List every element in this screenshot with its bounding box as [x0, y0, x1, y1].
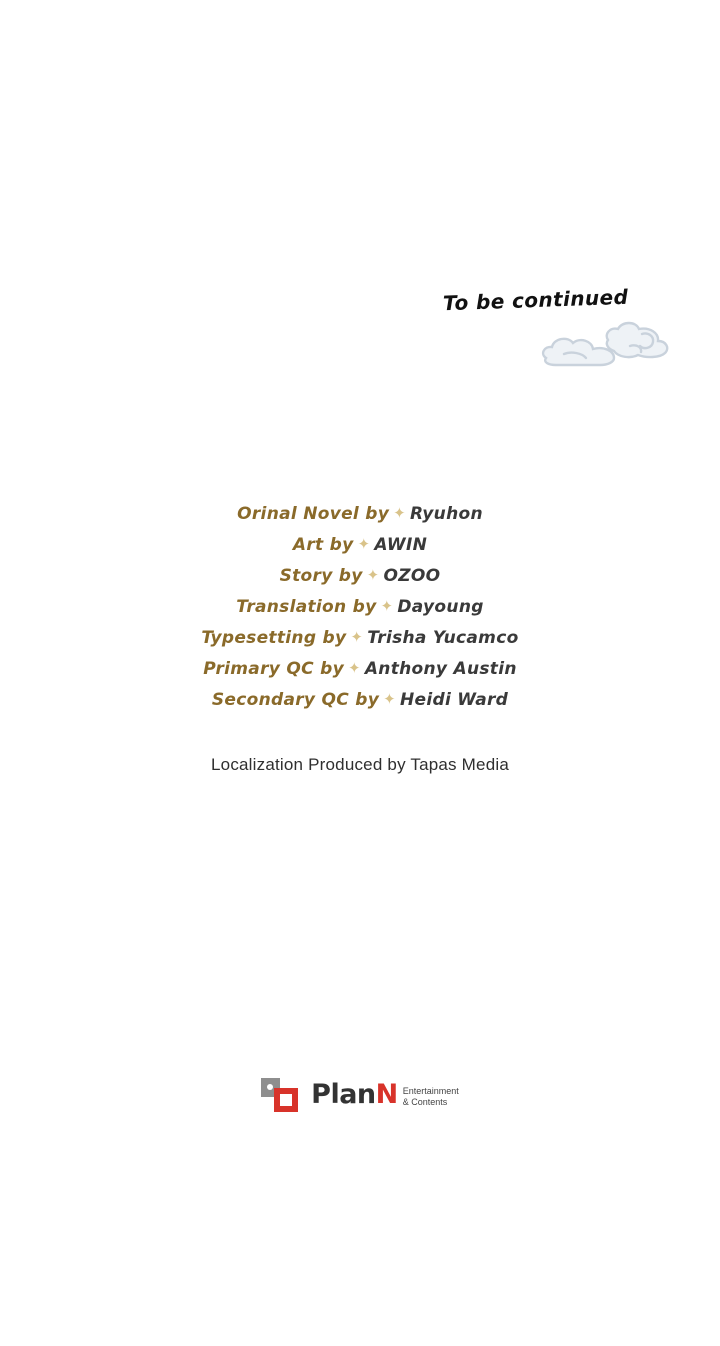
- plann-logo-tagline: [403, 1082, 459, 1108]
- credit-separator-icon: ✦: [366, 566, 380, 584]
- cloud-decoration-icon: [538, 310, 678, 377]
- credit-row: [0, 529, 720, 560]
- credit-separator-icon: ✦: [383, 690, 396, 708]
- to-be-continued-block: [408, 284, 678, 378]
- credit-name: Heidi Ward: [400, 690, 509, 710]
- credit-role: Primary QC by: [203, 659, 344, 679]
- credit-row: [0, 591, 720, 622]
- credit-name: Ryuhon: [410, 504, 483, 524]
- publisher-logo: [0, 1068, 720, 1122]
- logo-tagline-line1: Entertainment: [402, 1086, 459, 1096]
- credit-role: Typesetting by: [201, 628, 347, 648]
- credit-role: Orinal Novel by: [237, 504, 390, 524]
- credit-separator-icon: ✦: [357, 535, 371, 553]
- credit-separator-icon: ✦: [380, 597, 394, 615]
- credit-separator-icon: ✦: [393, 504, 406, 522]
- credit-row: [0, 560, 720, 591]
- logo-word-plan: Plan: [311, 1079, 376, 1110]
- credit-role: Story by: [279, 566, 363, 586]
- credit-role: Art by: [292, 535, 354, 555]
- credit-role: Secondary QC by: [211, 690, 380, 710]
- to-be-continued-text: To be continued: [442, 284, 629, 316]
- credit-name: Anthony Austin: [364, 659, 517, 679]
- localization-credit: Localization Produced by Tapas Media: [211, 755, 509, 774]
- credit-row: [0, 622, 720, 653]
- plann-logo-mark-icon: [261, 1076, 307, 1114]
- credit-name: OZOO: [383, 566, 441, 586]
- credit-name: Trisha Yucamco: [367, 628, 519, 648]
- credit-name: Dayoung: [397, 597, 484, 617]
- credit-name: AWIN: [374, 535, 428, 555]
- credit-row: [0, 498, 720, 529]
- credits-list: [0, 498, 720, 715]
- logo-word-n: N: [375, 1079, 398, 1110]
- credit-row: [0, 653, 720, 684]
- credit-separator-icon: ✦: [347, 659, 361, 677]
- plann-logo-wordmark: [311, 1080, 398, 1110]
- credit-separator-icon: ✦: [350, 628, 364, 646]
- logo-tagline-line2: & Contents: [402, 1097, 448, 1107]
- credit-row: [0, 684, 720, 715]
- credit-role: Translation by: [236, 597, 377, 617]
